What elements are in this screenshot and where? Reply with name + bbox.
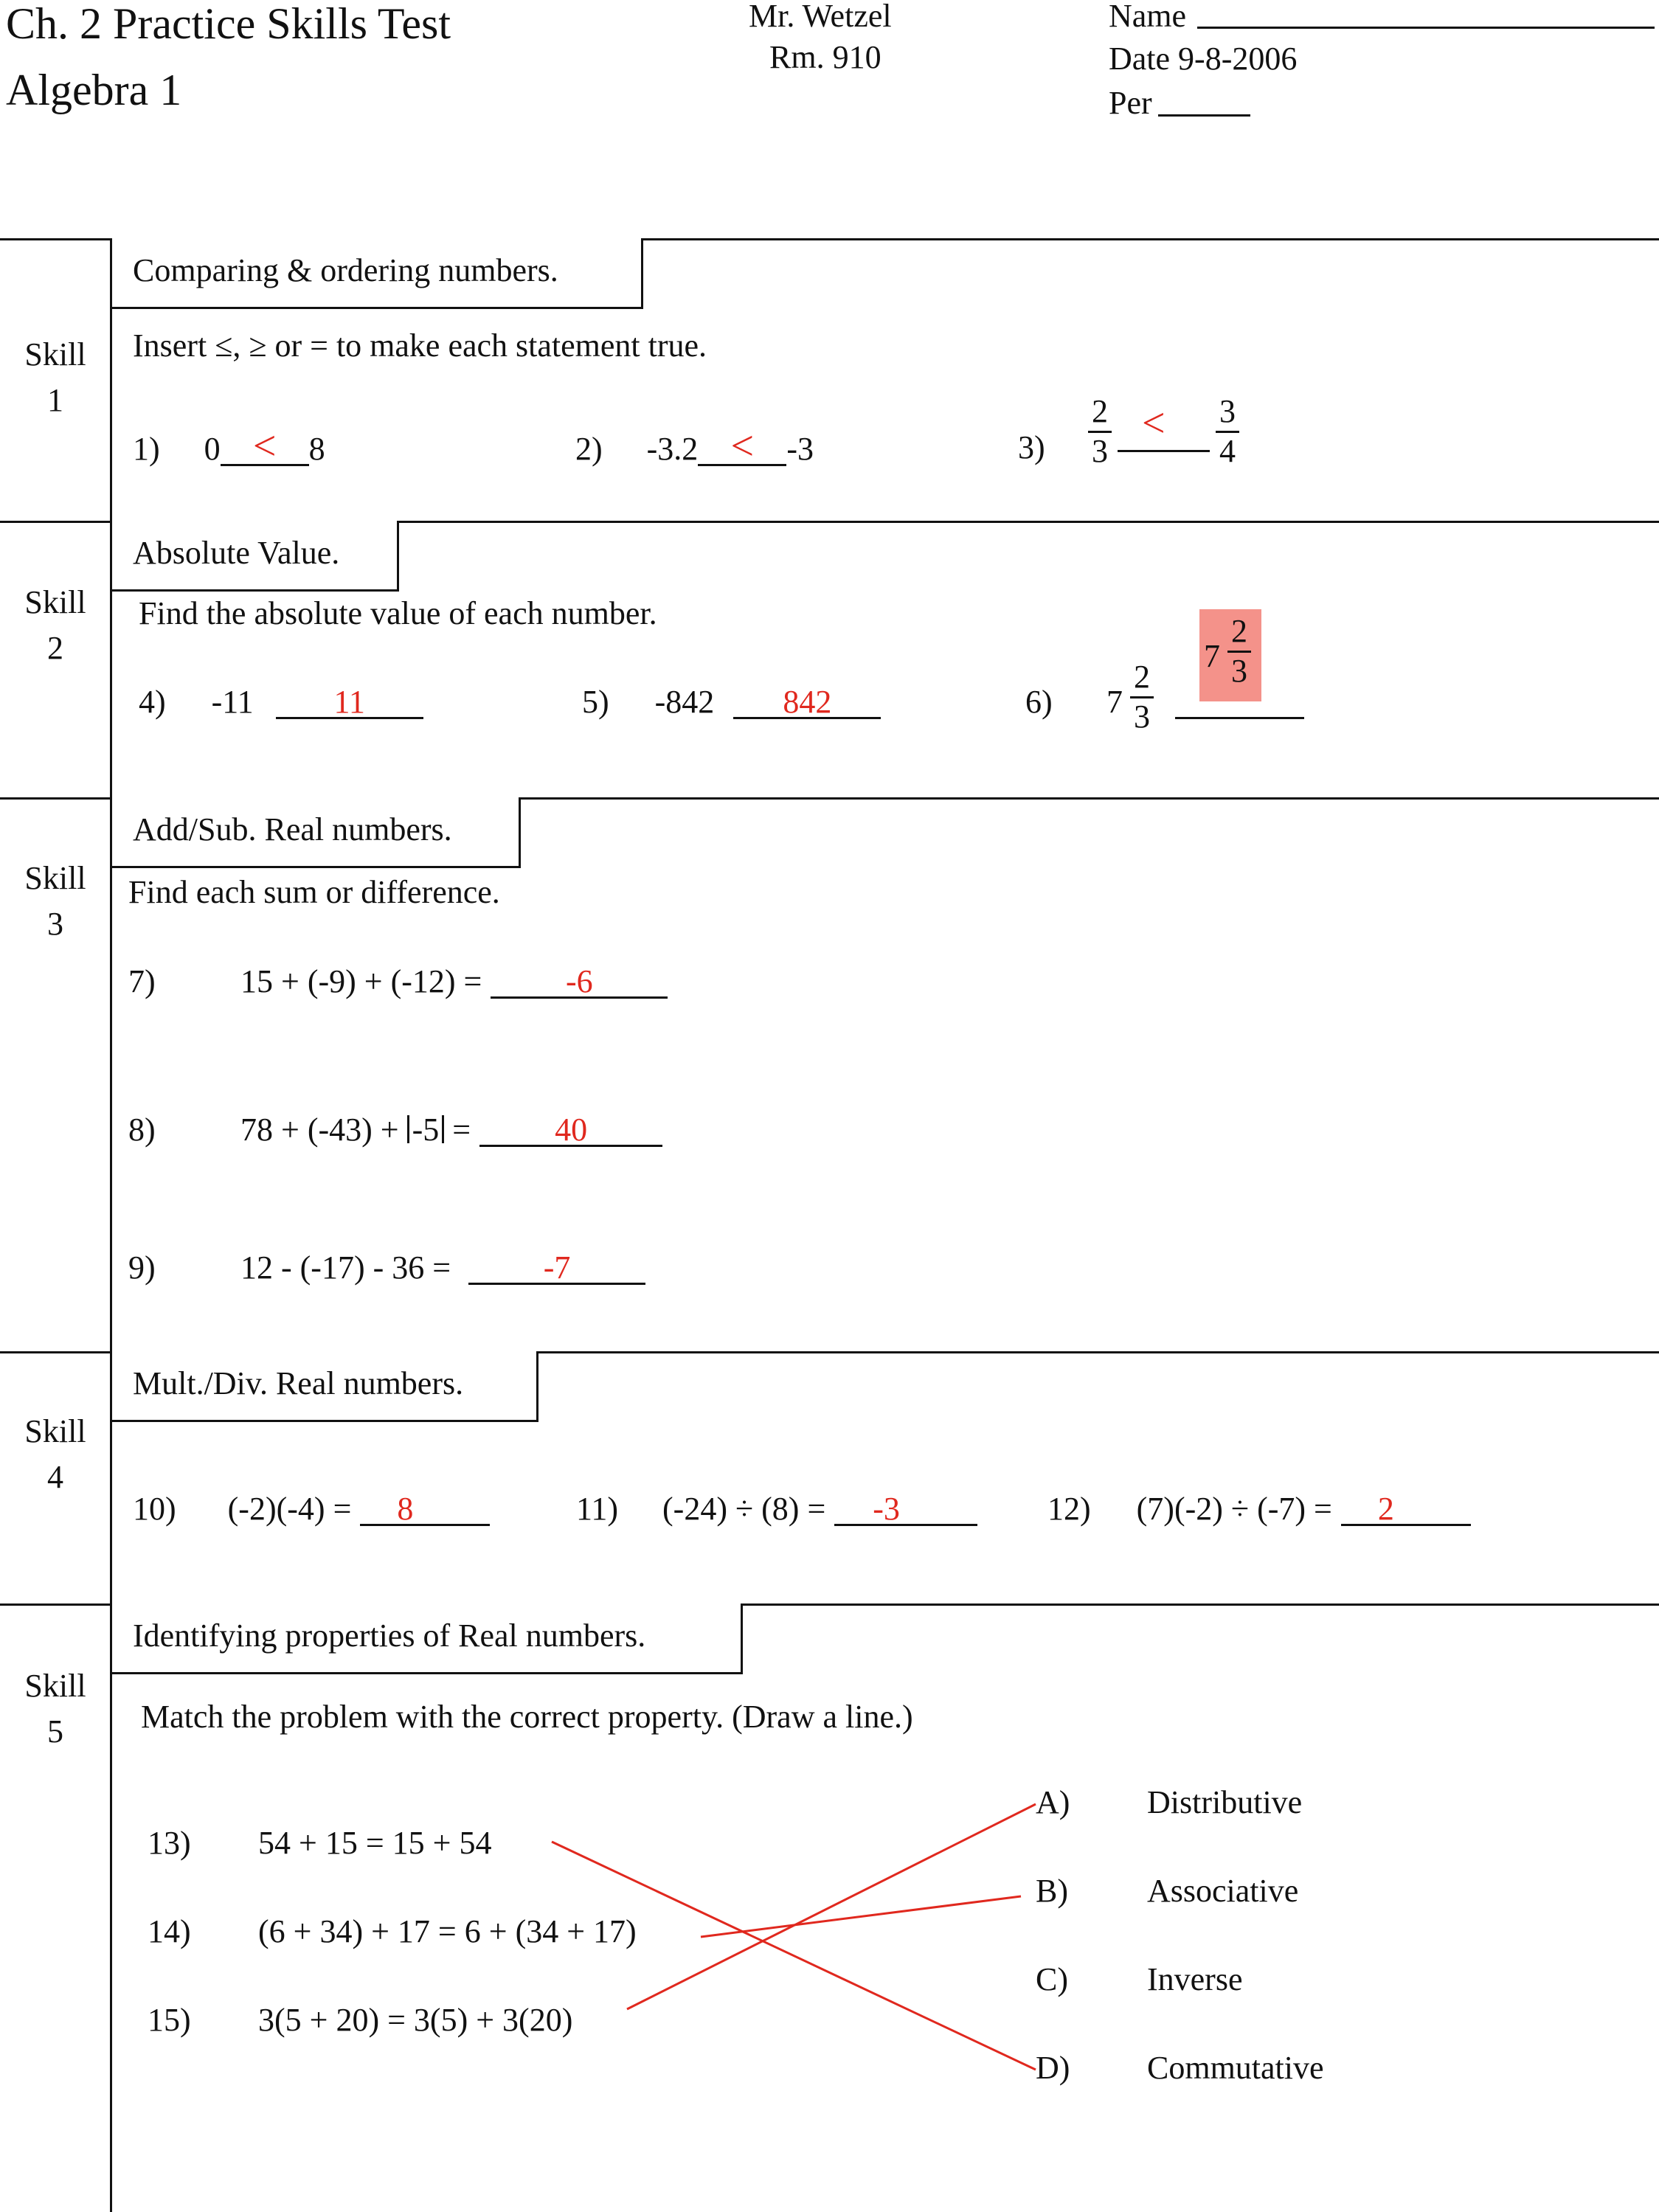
problem-14-number: 14) (148, 1913, 191, 1949)
answer-4: 11 (333, 684, 365, 720)
answer-1: < (252, 423, 277, 469)
problem-7: 15 + (-9) + (-12) = -6 (240, 965, 668, 999)
period-label: Per (1109, 85, 1152, 121)
skill-5-label: Skill 5 (24, 1668, 86, 1750)
problem-12: 12) (7)(-2) ÷ (-7) = 2 (1047, 1493, 1471, 1526)
room-number: Rm. 910 (769, 39, 882, 75)
problem-4: 4) -11 11 (139, 686, 423, 719)
problem-13: 54 + 15 = 15 + 54 (258, 1825, 492, 1861)
problem-9: 12 - (-17) - 36 = -7 (240, 1252, 645, 1285)
property-c-letter: C) (1036, 1961, 1068, 1997)
property-c-name: Inverse (1147, 1961, 1243, 1997)
problem-9-number: 9) (128, 1249, 156, 1286)
problem-2: 2) -3.2 < -3 (575, 423, 814, 469)
answer-6-whole: 7 (1204, 638, 1220, 674)
match-line-14-b (701, 1896, 1021, 1937)
skill-4-label: Skill 4 (24, 1413, 86, 1495)
problem-8-number: 8) (128, 1112, 156, 1148)
problem-11: 11) (-24) ÷ (8) = -3 (576, 1493, 977, 1526)
test-title: Ch. 2 Practice Skills Test (6, 0, 451, 48)
problem-15-number: 15) (148, 2002, 191, 2038)
problem-6-fraction: 2 3 (1120, 661, 1164, 732)
teacher-name: Mr. Wetzel (749, 0, 892, 34)
date-label: Date 9-8-2006 (1109, 41, 1298, 77)
problem-3-left-fraction: 2 3 (1078, 395, 1122, 466)
problem-14: (6 + 34) + 17 = 6 + (34 + 17) (258, 1913, 637, 1949)
skill-3-title: Add/Sub. Real numbers. (110, 797, 521, 868)
skill-2-title: Absolute Value. (110, 521, 399, 592)
skill-5-instruction: Match the problem with the correct property. (Draw a line.) (141, 1699, 913, 1735)
skill-1-instruction: Insert ≤, ≥ or = to make each statement true. (133, 327, 707, 364)
property-d-letter: D) (1036, 2050, 1070, 2086)
problem-6-number: 6) (1025, 684, 1053, 720)
property-a-name: Distributive (1147, 1784, 1303, 1820)
property-b-name: Associative (1147, 1873, 1299, 1909)
property-d-name: Commutative (1147, 2050, 1324, 2086)
skill-5-title: Identifying properties of Real numbers. (110, 1603, 743, 1674)
skill-1-title: Comparing & ordering numbers. (110, 238, 643, 309)
answer-7: -6 (566, 963, 593, 999)
problem-10: 10) (-2)(-4) = 8 (133, 1493, 490, 1526)
problem-3-right-fraction: 3 4 (1205, 395, 1250, 466)
problem-3-number: 3) (1018, 429, 1045, 465)
skill-4-title: Mult./Div. Real numbers. (110, 1351, 538, 1422)
problem-13-number: 13) (148, 1825, 191, 1861)
problem-5: 5) -842 842 (582, 686, 881, 719)
problem-8: 78 + (-43) + -5 = 40 (240, 1114, 662, 1147)
skill-3-instruction: Find each sum or difference. (128, 874, 500, 910)
answer-6-fraction: 2 3 (1217, 615, 1261, 686)
name-label: Name (1109, 0, 1187, 34)
answer-12: 2 (1377, 1491, 1394, 1527)
property-a-letter: A) (1036, 1784, 1070, 1820)
course-name: Algebra 1 (6, 66, 182, 114)
problem-7-number: 7) (128, 963, 156, 999)
answer-5: 842 (783, 684, 832, 720)
match-line-13-d (552, 1842, 1036, 2070)
answer-10: 8 (397, 1491, 414, 1527)
answer-11: -3 (873, 1491, 900, 1527)
problem-6-whole: 7 (1106, 684, 1123, 720)
skill-2-label: Skill 2 (24, 584, 86, 666)
problem-1: 1) 0 < 8 (133, 423, 325, 469)
property-b-letter: B) (1036, 1873, 1068, 1909)
answer-3: < (1142, 401, 1166, 446)
answer-8: 40 (555, 1112, 588, 1148)
skill-1-label: Skill 1 (24, 336, 86, 418)
skill-3-label: Skill 3 (24, 860, 86, 942)
answer-9: -7 (543, 1249, 571, 1286)
skill-2-instruction: Find the absolute value of each number. (139, 595, 657, 631)
answer-2: < (730, 423, 755, 469)
problem-15: 3(5 + 20) = 3(5) + 3(20) (258, 2002, 573, 2038)
